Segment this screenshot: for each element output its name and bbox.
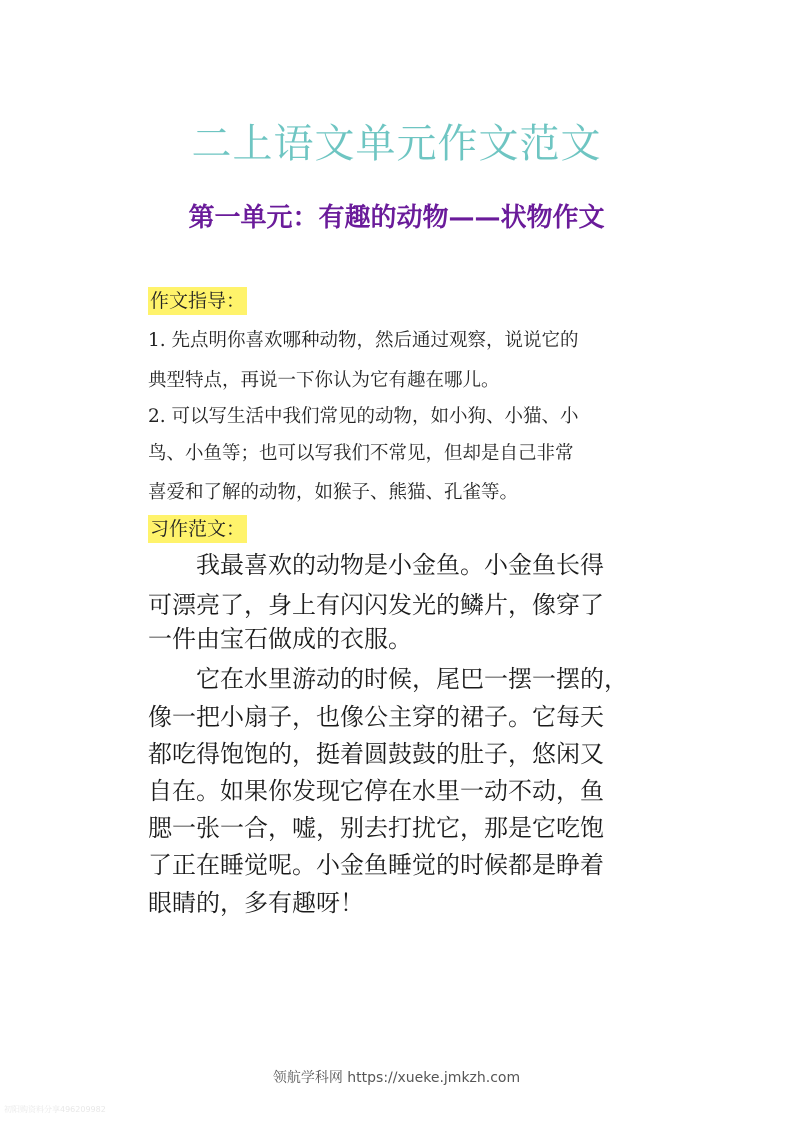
guide-line: 鸟、小鱼等；也可以写我们不常见，但却是自己非常 [148, 443, 574, 464]
guide-line: 1. 先点明你喜欢哪种动物，然后通过观察，说说它的 [148, 330, 579, 351]
essay-line: 了正在睡觉呢。小金鱼睡觉的时候都是睁着 [148, 851, 604, 879]
essay-line: 眼睛的，多有趣呀！ [148, 889, 364, 917]
guide-line: 2. 可以写生活中我们常见的动物，如小狗、小猫、小 [148, 406, 579, 427]
footer-source: 领航学科网 https://xueke.jmkzh.com [272, 1070, 521, 1086]
essay-line: 自在。如果你发现它停在水里一动不动，鱼 [148, 777, 604, 805]
guide-line: 喜爱和了解的动物，如猴子、熊猫、孔雀等。 [148, 482, 519, 503]
guide-label: 作文指导： [148, 287, 247, 315]
essay-line: 一件由宝石做成的衣服。 [148, 625, 412, 653]
essay-label: 习作范文： [148, 515, 247, 543]
essay-line: 可漂亮了，身上有闪闪发光的鳞片，像穿了 [148, 591, 604, 619]
watermark: 初阳购资料分享496209982 [4, 1105, 106, 1114]
essay-line: 它在水里游动的时候，尾巴一摆一摆的， [148, 665, 628, 693]
unit-subtitle: 第一单元：有趣的动物——状物作文 [188, 203, 605, 233]
essay-line: 我最喜欢的动物是小金鱼。小金鱼长得 [148, 551, 604, 579]
essay-line: 像一把小扇子，也像公主穿的裙子。它每天 [148, 703, 604, 731]
essay-line: 腮一张一合，嘘，别去打扰它，那是它吃饱 [148, 814, 604, 842]
guide-line: 典型特点，再说一下你认为它有趣在哪儿。 [148, 370, 500, 391]
essay-line: 都吃得饱饱的，挺着圆鼓鼓的肚子，悠闲又 [148, 740, 604, 768]
page-title: 二上语文单元作文范文 [191, 121, 602, 167]
